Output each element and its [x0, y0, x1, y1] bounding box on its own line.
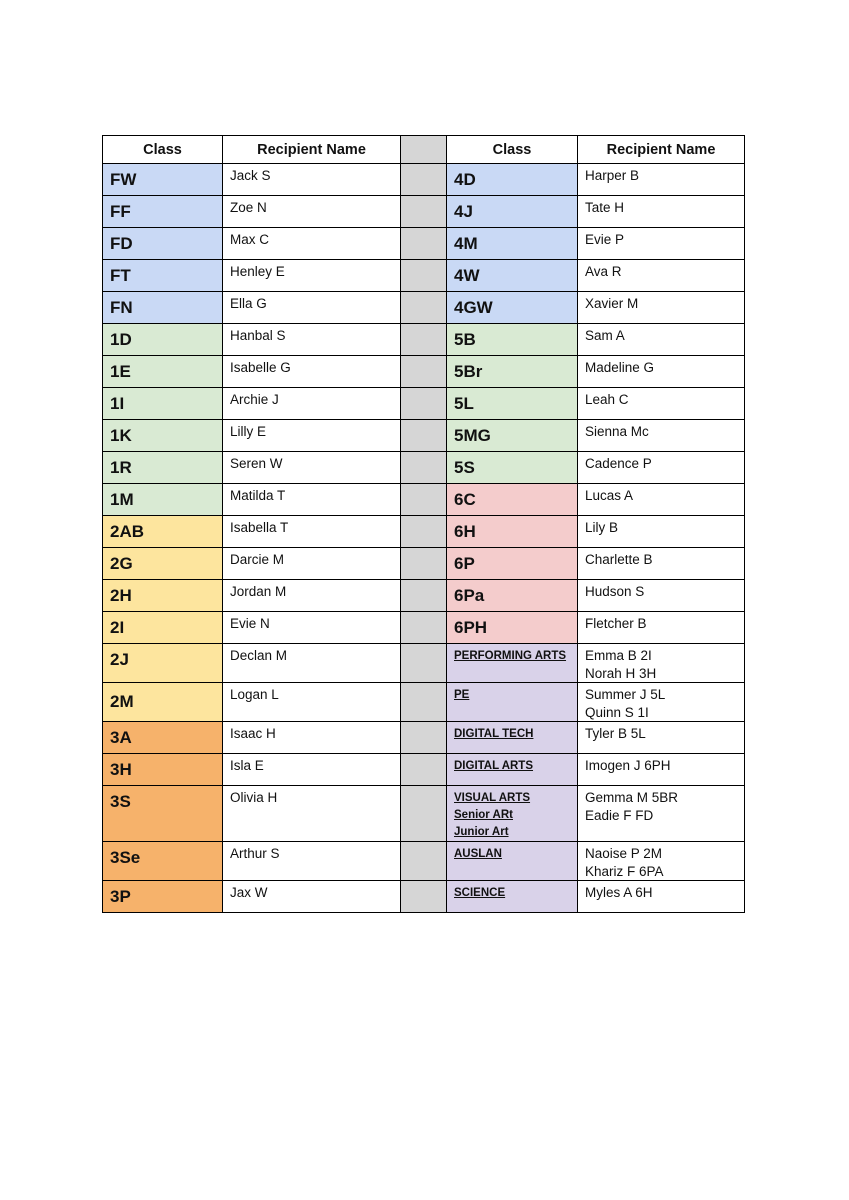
recipient-cell: Arthur S	[223, 842, 401, 881]
recipient-cell: Madeline G	[578, 356, 745, 388]
recipient-cell: Lucas A	[578, 484, 745, 516]
table-row	[103, 420, 745, 452]
class-cell: 1E	[103, 356, 223, 388]
table-row	[103, 644, 745, 683]
header-class-left: Class	[103, 136, 223, 164]
recipient-cell: Isaac H	[223, 722, 401, 754]
table-row	[103, 842, 745, 881]
class-cell: 5S	[447, 452, 578, 484]
class-cell: 1M	[103, 484, 223, 516]
class-cell: 4GW	[447, 292, 578, 324]
subject-recipients: Gemma M 5BR Eadie F FD	[578, 786, 745, 842]
class-cell: 6C	[447, 484, 578, 516]
class-cell: 2M	[103, 683, 223, 722]
subject-cell-auslan: AUSLAN	[447, 842, 578, 881]
class-cell: 3Se	[103, 842, 223, 881]
recipient-cell: Max C	[223, 228, 401, 260]
class-cell: 6H	[447, 516, 578, 548]
recipient-cell: Henley E	[223, 260, 401, 292]
recipient-cell: Matilda T	[223, 484, 401, 516]
class-cell: 4M	[447, 228, 578, 260]
spacer-cell	[401, 580, 447, 612]
recipient-cell: Sam A	[578, 324, 745, 356]
recipient-cell: Cadence P	[578, 452, 745, 484]
recipient-cell: Xavier M	[578, 292, 745, 324]
spacer-cell	[401, 683, 447, 722]
class-cell: 2I	[103, 612, 223, 644]
class-cell: FF	[103, 196, 223, 228]
spacer-cell	[401, 754, 447, 786]
table-row	[103, 196, 745, 228]
class-cell: 1K	[103, 420, 223, 452]
spacer-cell	[401, 516, 447, 548]
subject-cell-digital-tech: DIGITAL TECH	[447, 722, 578, 754]
table-row	[103, 548, 745, 580]
table-row	[103, 388, 745, 420]
spacer-cell	[401, 164, 447, 196]
class-cell: 3H	[103, 754, 223, 786]
recipient-cell: Lilly E	[223, 420, 401, 452]
class-cell: 1R	[103, 452, 223, 484]
spacer-cell	[401, 786, 447, 842]
spacer-cell	[401, 612, 447, 644]
table-row	[103, 228, 745, 260]
table-row	[103, 786, 745, 842]
table-row	[103, 754, 745, 786]
class-cell: FW	[103, 164, 223, 196]
class-cell: FT	[103, 260, 223, 292]
recipient-cell: Fletcher B	[578, 612, 745, 644]
subject-recipients: Summer J 5L Quinn S 1I	[578, 683, 745, 722]
spacer-cell	[401, 356, 447, 388]
spacer-header	[401, 136, 447, 164]
class-cell: 4J	[447, 196, 578, 228]
recipient-cell: Isla E	[223, 754, 401, 786]
recipient-cell: Jax W	[223, 881, 401, 913]
recipient-cell: Hudson S	[578, 580, 745, 612]
subject-recipients: Myles A 6H	[578, 881, 745, 913]
recipient-cell: Evie P	[578, 228, 745, 260]
spacer-cell	[401, 842, 447, 881]
class-cell: 1I	[103, 388, 223, 420]
class-cell: 3S	[103, 786, 223, 842]
table-row	[103, 881, 745, 913]
class-cell: 5MG	[447, 420, 578, 452]
class-cell: 2H	[103, 580, 223, 612]
recipient-cell: Archie J	[223, 388, 401, 420]
table-row	[103, 452, 745, 484]
class-cell: 3P	[103, 881, 223, 913]
class-cell: 2J	[103, 644, 223, 683]
recipient-cell: Darcie M	[223, 548, 401, 580]
class-cell: 4W	[447, 260, 578, 292]
table-row	[103, 580, 745, 612]
class-cell: 3A	[103, 722, 223, 754]
recipient-cell: Lily B	[578, 516, 745, 548]
recipient-cell: Hanbal S	[223, 324, 401, 356]
class-cell: 6P	[447, 548, 578, 580]
recipient-cell: Jack S	[223, 164, 401, 196]
subject-recipients: Imogen J 6PH	[578, 754, 745, 786]
class-cell: 2AB	[103, 516, 223, 548]
spacer-cell	[401, 388, 447, 420]
table-row	[103, 292, 745, 324]
class-cell: 4D	[447, 164, 578, 196]
table-row	[103, 324, 745, 356]
spacer-cell	[401, 548, 447, 580]
recipient-cell: Sienna Mc	[578, 420, 745, 452]
spacer-cell	[401, 644, 447, 683]
class-cell: FN	[103, 292, 223, 324]
recipient-cell: Jordan M	[223, 580, 401, 612]
spacer-cell	[401, 420, 447, 452]
recipient-cell: Tate H	[578, 196, 745, 228]
class-cell: 1D	[103, 324, 223, 356]
table-row	[103, 356, 745, 388]
subject-cell-science: SCIENCE	[447, 881, 578, 913]
spacer-cell	[401, 452, 447, 484]
recipient-cell: Isabella T	[223, 516, 401, 548]
class-cell: 5B	[447, 324, 578, 356]
spacer-cell	[401, 260, 447, 292]
recipient-cell: Zoe N	[223, 196, 401, 228]
recipient-cell: Charlette B	[578, 548, 745, 580]
recipient-cell: Ava R	[578, 260, 745, 292]
class-cell: 5Br	[447, 356, 578, 388]
spacer-cell	[401, 722, 447, 754]
class-awards-table	[102, 135, 745, 913]
table-row	[103, 164, 745, 196]
subject-cell-performing-arts: PERFORMING ARTS	[447, 644, 578, 683]
recipient-cell: Leah C	[578, 388, 745, 420]
spacer-cell	[401, 196, 447, 228]
class-cell: FD	[103, 228, 223, 260]
recipient-cell: Harper B	[578, 164, 745, 196]
recipient-cell: Ella G	[223, 292, 401, 324]
spacer-cell	[401, 324, 447, 356]
recipient-cell: Olivia H	[223, 786, 401, 842]
subject-recipients: Naoise P 2M Khariz F 6PA	[578, 842, 745, 881]
table-row	[103, 484, 745, 516]
table-row	[103, 260, 745, 292]
class-cell: 5L	[447, 388, 578, 420]
table-row	[103, 516, 745, 548]
subject-recipients: Tyler B 5L	[578, 722, 745, 754]
spacer-cell	[401, 228, 447, 260]
subject-cell-pe: PE	[447, 683, 578, 722]
table-row	[103, 612, 745, 644]
table-row	[103, 683, 745, 722]
header-recipient-right: Recipient Name	[578, 136, 745, 164]
subject-cell-visual-arts: VISUAL ARTS Senior ARt Junior Art	[447, 786, 578, 842]
table-row	[103, 722, 745, 754]
class-cell: 6Pa	[447, 580, 578, 612]
recipient-cell: Logan L	[223, 683, 401, 722]
recipient-cell: Declan M	[223, 644, 401, 683]
header-class-right: Class	[447, 136, 578, 164]
subject-cell-digital-arts: DIGITAL ARTS	[447, 754, 578, 786]
recipient-cell: Isabelle G	[223, 356, 401, 388]
subject-recipients: Emma B 2I Norah H 3H	[578, 644, 745, 683]
header-recipient-left: Recipient Name	[223, 136, 401, 164]
recipient-cell: Seren W	[223, 452, 401, 484]
recipient-cell: Evie N	[223, 612, 401, 644]
class-cell: 2G	[103, 548, 223, 580]
spacer-cell	[401, 292, 447, 324]
spacer-cell	[401, 484, 447, 516]
spacer-cell	[401, 881, 447, 913]
class-cell: 6PH	[447, 612, 578, 644]
